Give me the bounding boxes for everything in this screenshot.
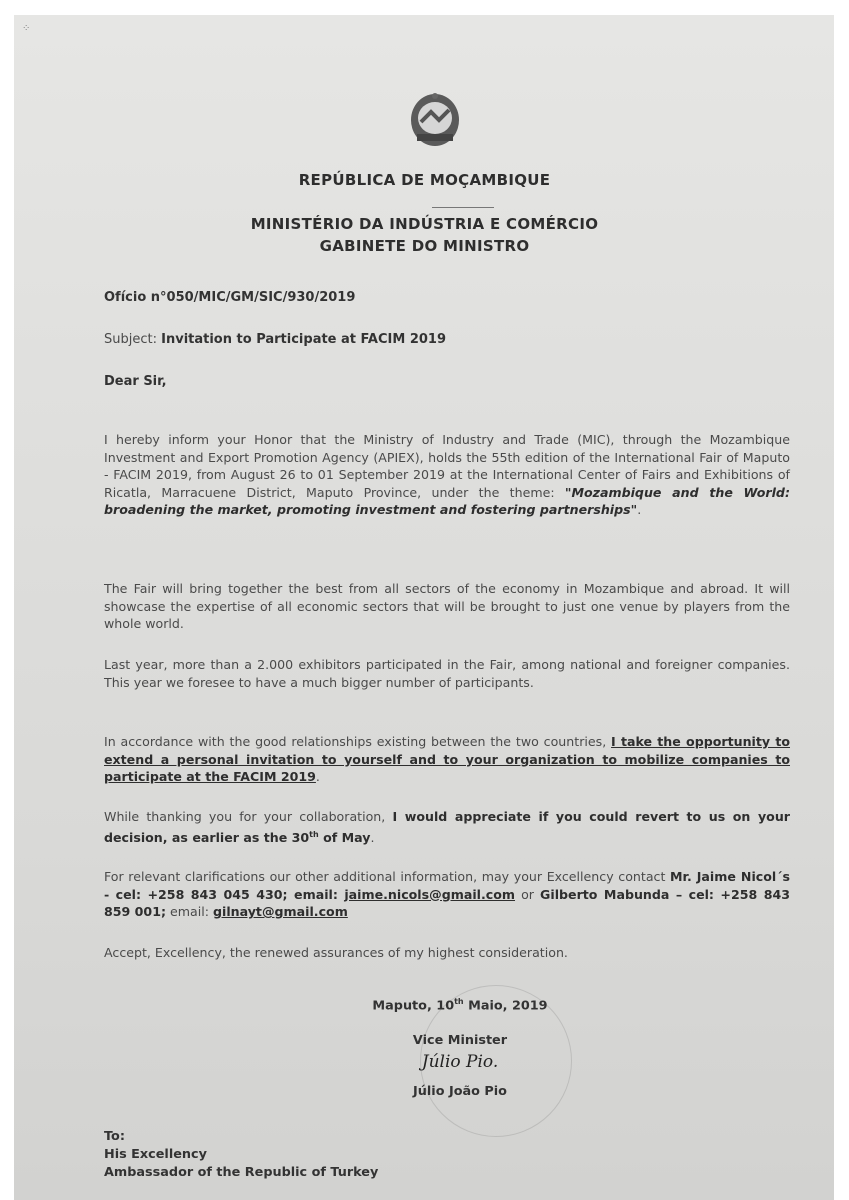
recipient-line-1: His Excellency bbox=[104, 1147, 207, 1162]
recipient-label: To: bbox=[104, 1129, 125, 1144]
paragraph-end: . bbox=[637, 502, 642, 518]
paragraph-text: In accordance with the good relationships existing between the two countries, bbox=[104, 734, 612, 749]
date-prefix: Maputo, 10 bbox=[372, 998, 455, 1014]
date-sup: th bbox=[454, 997, 464, 1006]
contact-2: Gilberto Mabunda – cel: +258 843 859 001; bbox=[104, 886, 790, 920]
paragraph-end: . bbox=[370, 829, 375, 845]
invitation-emphasis: I take the opportunity to extend a personal invitation to yourself and to your organization to mobilize companies to participate at the FACIM 2019 bbox=[104, 734, 790, 785]
date-suffix: Maio, 2019 bbox=[463, 998, 548, 1014]
paragraph-intro bbox=[104, 431, 790, 519]
paragraph-closing: Accept, Excellency, the renewed assurances of my highest consideration. bbox=[104, 945, 568, 960]
paragraph-text: While thanking you for your collaboration, bbox=[104, 809, 393, 824]
header-divider bbox=[432, 207, 494, 208]
paragraph-contacts bbox=[104, 868, 790, 921]
reply-emphasis-end: of May bbox=[318, 829, 371, 845]
signatory-title: Vice Minister bbox=[412, 1033, 508, 1048]
contact-1-email-link[interactable]: jaime.nicols@gmail.com bbox=[344, 886, 516, 902]
subject-line bbox=[104, 331, 790, 349]
republic-heading: REPÚBLICA DE MOÇAMBIQUE bbox=[298, 171, 551, 189]
handwritten-signature: Júlio Pio. bbox=[421, 1052, 499, 1072]
ministry-heading: MINISTÉRIO DA INDÚSTRIA E COMÉRCIO bbox=[250, 215, 599, 233]
paragraph-end: . bbox=[315, 769, 320, 785]
paragraph-text: For relevant clarifications our other additional information, may your Excellency contact bbox=[104, 869, 671, 884]
subject-text: Invitation to Participate at FACIM 2019 bbox=[161, 332, 447, 347]
subject-label: Subject: bbox=[104, 332, 162, 347]
email-label: email: bbox=[166, 904, 213, 920]
fair-theme: "Mozambique and the World: broadening the market, promoting investment and fostering partnerships" bbox=[104, 484, 790, 518]
paragraph-reply-request bbox=[104, 808, 790, 846]
paragraph-text: I hereby inform your Honor that the Ministry of Industry and Trade (MIC), through the Mozambique Investment and Export Promotion Agency (APIEX), holds the 55th edition of the International Fair of Maputo - FACIM 2019, from August 26 to 01 September 2019 at the International Center of Fairs and Exhibitions of Ricatla, Marracuene District, Maputo Province, under the theme: bbox=[104, 432, 790, 500]
office-heading: GABINETE DO MINISTRO bbox=[319, 237, 530, 255]
staple-mark-icon: ⁘ bbox=[22, 23, 31, 34]
reply-date-sup: th bbox=[309, 829, 319, 839]
paragraph-last-year: Last year, more than a 2.000 exhibitors participated in the Fair, among national and foreigner companies. This year we foresee to have a much bigger number of participants. bbox=[104, 657, 790, 690]
recipient-line-2: Ambassador of the Republic of Turkey bbox=[104, 1165, 379, 1180]
salutation: Dear Sir, bbox=[104, 374, 167, 389]
reference-number: Ofício n°050/MIC/GM/SIC/930/2019 bbox=[104, 290, 356, 305]
place-date bbox=[330, 997, 590, 1013]
paragraph-fair: The Fair will bring together the best from all sectors of the economy in Mozambique and abroad. It will showcase the expertise of all economic sectors that will be brought to just one venue by players from the whole world. bbox=[104, 581, 790, 632]
contact-1: Mr. Jaime Nicol´s - cel: +258 843 045 430; email: bbox=[104, 869, 790, 902]
paragraph-invitation bbox=[104, 733, 790, 786]
contact-2-email-link[interactable]: gilnayt@gmail.com bbox=[212, 904, 348, 920]
reply-emphasis: I would appreciate if you could revert to us on your decision, as earlier as the 30 bbox=[104, 809, 790, 845]
coat-of-arms-icon bbox=[409, 90, 461, 152]
signatory-name: Júlio João Pio bbox=[413, 1084, 507, 1099]
or-text: or bbox=[515, 886, 541, 902]
